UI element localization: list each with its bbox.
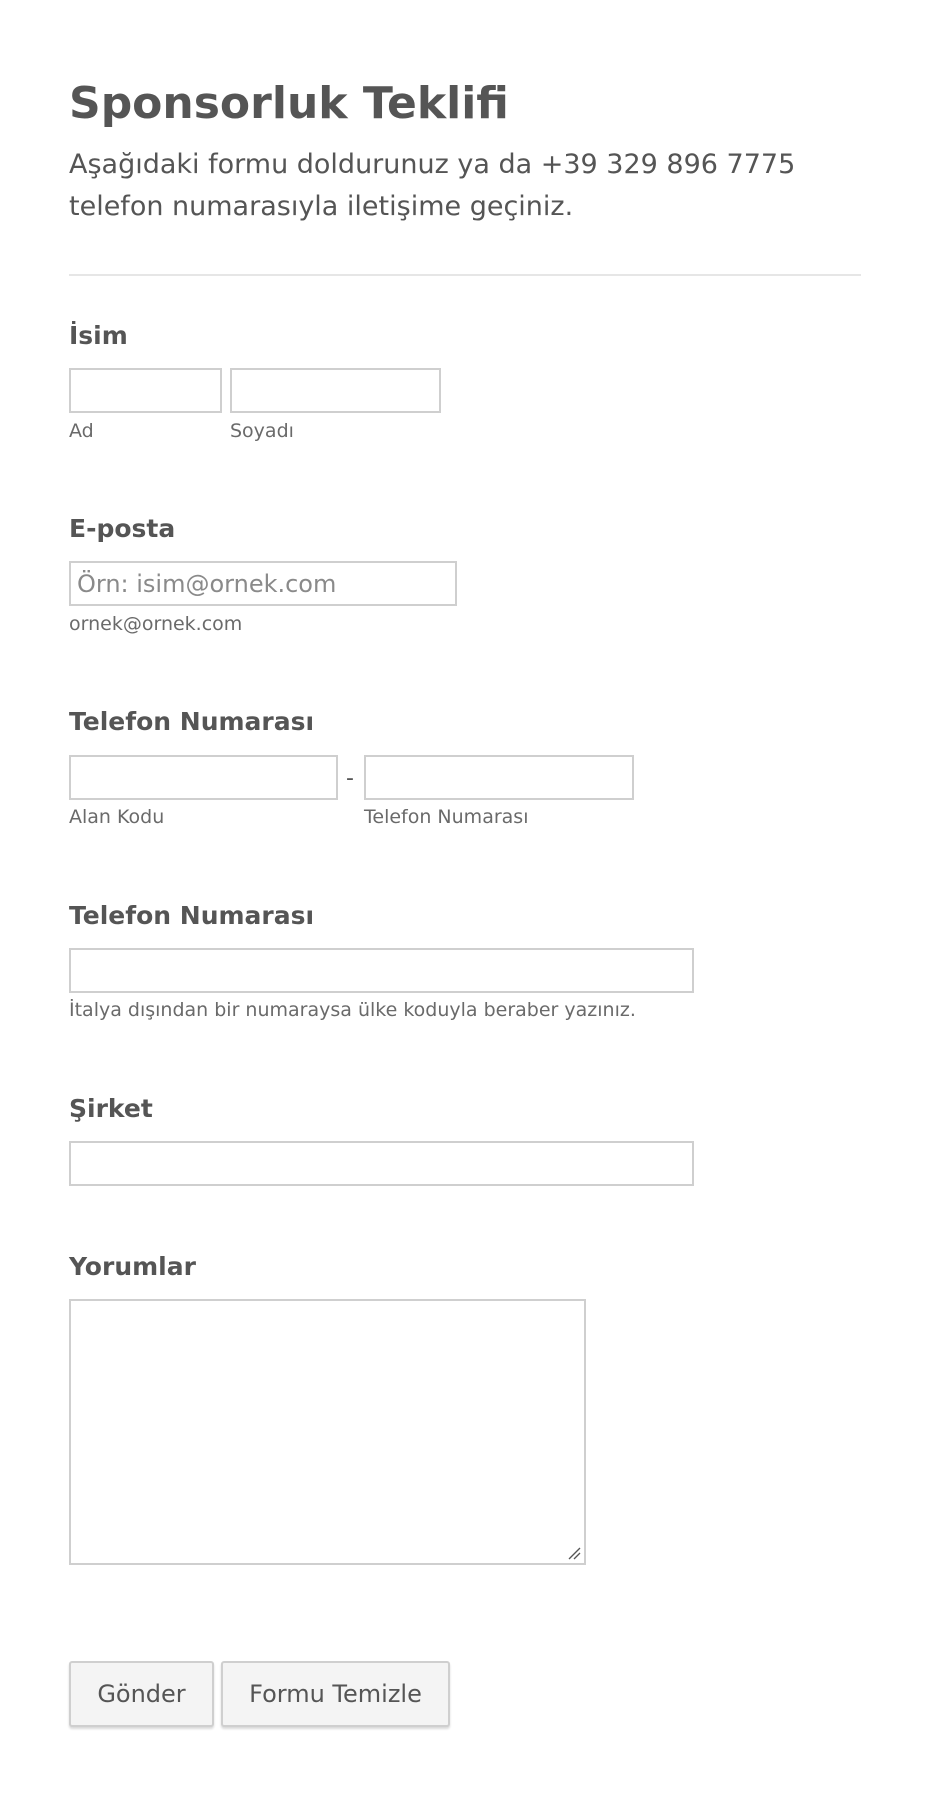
name-label: İsim [69, 321, 128, 350]
email-label: E-posta [69, 514, 176, 543]
phone-separator: - [346, 766, 354, 791]
resize-grip-icon[interactable] [566, 1545, 582, 1561]
page-title: Sponsorluk Teklifi [69, 78, 509, 129]
email-sublabel: ornek@ornek.com [69, 613, 243, 635]
email-input[interactable] [69, 561, 457, 606]
phone-number-input[interactable] [364, 755, 634, 800]
comments-label: Yorumlar [69, 1252, 196, 1281]
form-description: Aşağıdaki formu doldurunuz ya da +39 329 896 7775 telefon numarasıyla iletişime geçiniz. [69, 149, 796, 222]
last-name-input[interactable] [230, 368, 441, 413]
first-name-sublabel: Ad [69, 420, 94, 442]
company-input[interactable] [69, 1141, 694, 1186]
last-name-sublabel: Soyadı [230, 420, 294, 442]
header-divider [69, 274, 861, 276]
reset-button[interactable]: Formu Temizle [221, 1661, 450, 1727]
phone-number-sublabel: Telefon Numarası [364, 806, 529, 828]
phone-label: Telefon Numarası [69, 707, 315, 736]
first-name-input[interactable] [69, 368, 222, 413]
submit-button[interactable]: Gönder [69, 1661, 214, 1727]
phone-2-sublabel: İtalya dışından bir numaraysa ülke koduyla beraber yazınız. [69, 999, 636, 1021]
comments-textarea[interactable] [69, 1299, 586, 1565]
company-label: Şirket [69, 1094, 153, 1123]
phone-2-input[interactable] [69, 948, 694, 993]
area-code-input[interactable] [69, 755, 338, 800]
area-code-sublabel: Alan Kodu [69, 806, 165, 828]
phone-2-label: Telefon Numarası [69, 901, 315, 930]
